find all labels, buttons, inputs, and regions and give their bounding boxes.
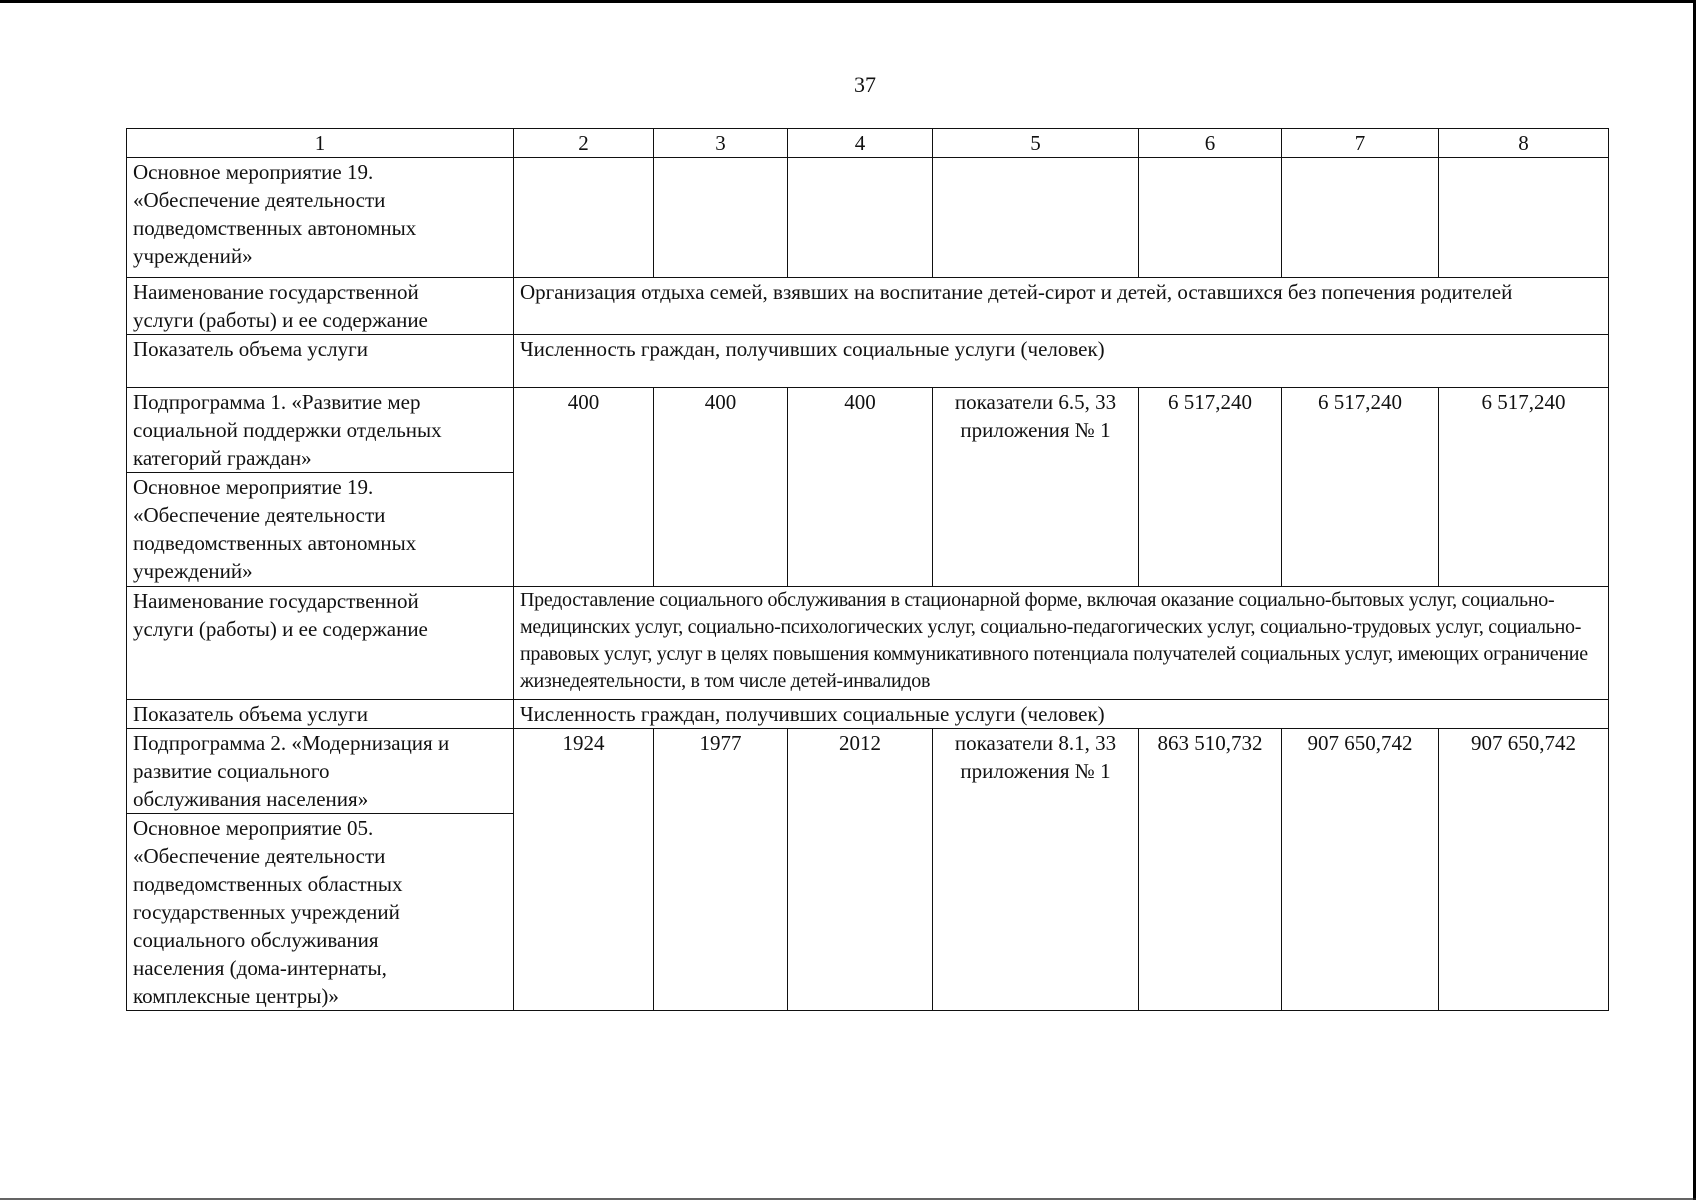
value-cell: 6 517,240: [1139, 388, 1282, 587]
event-name: Основное мероприятие 19. «Обеспечение деятельности подведомственных автономных учреждений»: [127, 158, 514, 278]
column-header: 1: [127, 129, 514, 158]
table-row: [127, 388, 1609, 587]
value-cell: 400: [788, 388, 933, 587]
table-row: [127, 278, 1609, 335]
service-label: Наименование государственной услуги (работы) и ее содержание: [127, 278, 514, 335]
column-header: 2: [514, 129, 654, 158]
event-name: Основное мероприятие 05. «Обеспечение деятельности подведомственных областных государственных учреждений социального обслуживания населения (дома-интернаты, комплексные центры)»: [127, 813, 513, 1010]
empty-cell: [788, 158, 933, 278]
subprogram-name: Подпрограмма 1. «Развитие мер социальной поддержки отдельных категорий граждан»: [133, 390, 442, 470]
subprogram-name: Подпрограмма 2. «Модернизация и развитие социального обслуживания населения»: [133, 731, 450, 811]
indicator-reference: показатели 8.1, 33 приложения № 1: [933, 729, 1139, 1011]
column-header: 5: [933, 129, 1139, 158]
value-cell: 863 510,732: [1139, 729, 1282, 1011]
scan-border-top: [0, 0, 1696, 3]
event-name: Основное мероприятие 19. «Обеспечение деятельности подведомственных автономных учреждений»: [127, 472, 513, 586]
service-label: Наименование государственной услуги (работы) и ее содержание: [127, 587, 514, 700]
value-cell: 400: [514, 388, 654, 587]
empty-cell: [933, 158, 1139, 278]
program-cell: [127, 388, 514, 587]
volume-label: Показатель объема услуги: [127, 700, 514, 729]
value-cell: 6 517,240: [1282, 388, 1439, 587]
service-description: Организация отдыха семей, взявших на воспитание детей-сирот и детей, оставшихся без попечения родителей: [514, 278, 1609, 335]
table-row: [127, 700, 1609, 729]
table-header-row: [127, 129, 1609, 158]
indicator-reference: показатели 6.5, 33 приложения № 1: [933, 388, 1139, 587]
page-number: 37: [854, 72, 876, 97]
table-row: [127, 158, 1609, 278]
empty-cell: [1139, 158, 1282, 278]
value-cell: 6 517,240: [1439, 388, 1609, 587]
table-row: [127, 587, 1609, 700]
column-header: 6: [1139, 129, 1282, 158]
volume-indicator: Численность граждан, получивших социальные услуги (человек): [514, 700, 1609, 729]
value-cell: 907 650,742: [1282, 729, 1439, 1011]
column-header: 3: [654, 129, 788, 158]
value-cell: 1924: [514, 729, 654, 1011]
empty-cell: [1439, 158, 1609, 278]
program-table: [126, 128, 1609, 1011]
value-cell: 2012: [788, 729, 933, 1011]
empty-cell: [514, 158, 654, 278]
service-description: Предоставление социального обслуживания в стационарной форме, включая оказание социально-бытовых услуг, социально-медицинских услуг, социально-психологических услуг, социально-педагогических услуг, социально-трудовых услуг, социально-правовых услуг, услуг в целях повышения коммуникативного потенциала получателей социальных услуг, имеющих ограничение жизнедеятельности, в том числе детей-инвалидов: [514, 587, 1609, 700]
volume-label: Показатель объема услуги: [127, 335, 514, 388]
value-cell: 907 650,742: [1439, 729, 1609, 1011]
empty-cell: [1282, 158, 1439, 278]
column-header: 4: [788, 129, 933, 158]
volume-indicator: Численность граждан, получивших социальные услуги (человек): [514, 335, 1609, 388]
table-row: [127, 335, 1609, 388]
table-row: [127, 729, 1609, 1011]
program-cell: [127, 729, 514, 1011]
column-header: 8: [1439, 129, 1609, 158]
value-cell: 400: [654, 388, 788, 587]
value-cell: 1977: [654, 729, 788, 1011]
column-header: 7: [1282, 129, 1439, 158]
empty-cell: [654, 158, 788, 278]
